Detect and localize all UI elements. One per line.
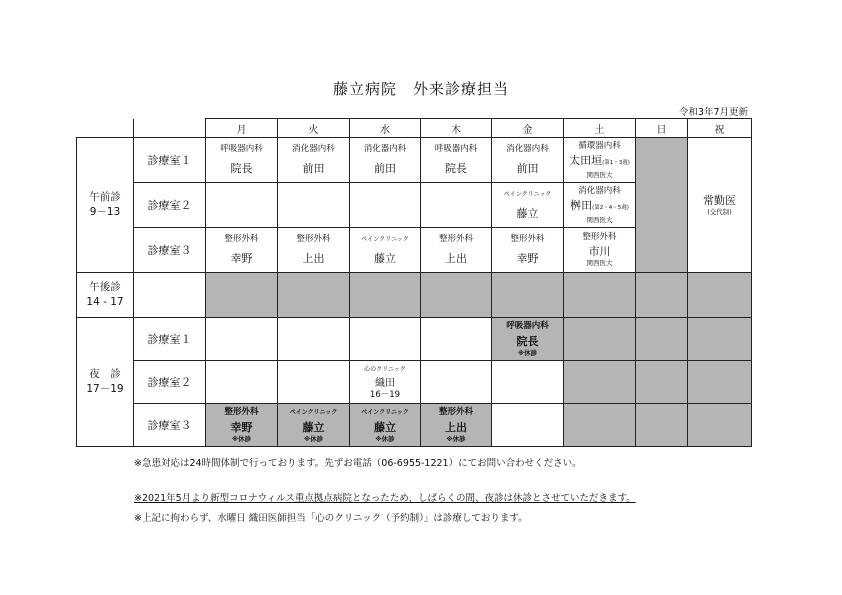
day-header-fri: 金	[492, 119, 564, 138]
morning-room1-row	[77, 138, 752, 183]
schedule-cell	[492, 318, 564, 361]
period-label: 午後診	[89, 281, 121, 293]
schedule-cell	[206, 183, 278, 228]
dept-label: 整形外科	[224, 406, 259, 417]
doctor-name: 幸野	[516, 252, 539, 265]
period-morning	[77, 138, 134, 273]
dept-label: ペインクリニック	[361, 236, 409, 243]
closed-cell	[688, 361, 752, 404]
period-label: 午前診	[89, 191, 121, 203]
closed-cell	[636, 318, 688, 361]
updated-date: 令和3年7月更新	[678, 107, 748, 118]
doctor-name: 幸野	[230, 252, 253, 265]
schedule-cell	[492, 183, 564, 228]
dept-label: 整形外科	[224, 234, 259, 244]
closed-note: ※休診	[517, 348, 538, 357]
schedule-cell	[492, 404, 564, 447]
doctor-name: 藤立	[516, 207, 539, 220]
doctor-name: 藤立	[374, 252, 396, 265]
schedule-cell	[350, 361, 421, 404]
affiliation: 関西医大	[586, 170, 613, 179]
schedule-cell	[350, 404, 421, 447]
schedule-cell	[206, 228, 278, 273]
schedule-cell	[688, 138, 752, 273]
dept-label: 心のクリニック	[364, 365, 406, 373]
closed-cell	[688, 404, 752, 447]
closed-cell	[278, 273, 350, 318]
schedule-cell	[421, 138, 492, 183]
dept-label: 整形外科	[510, 234, 545, 244]
closed-note: ※休診	[446, 434, 466, 443]
day-header-row	[77, 119, 752, 138]
dept-label: 整形外科	[438, 234, 473, 244]
dept-label: 整形外科	[438, 406, 473, 417]
doctor-name: 前田	[302, 162, 325, 175]
closed-cell	[564, 404, 636, 447]
schedule-cell	[421, 318, 492, 361]
doctor-name: 前田	[374, 162, 396, 175]
schedule-cell	[564, 228, 636, 273]
dept-label: 呼吸器内科	[434, 144, 478, 154]
closed-cell	[564, 318, 636, 361]
schedule-table	[76, 118, 752, 447]
schedule-cell	[278, 183, 350, 228]
night-room1-row	[77, 318, 752, 361]
schedule-cell	[350, 183, 421, 228]
period-time: 9－13	[89, 206, 121, 218]
doctor-name: 上出	[445, 252, 467, 265]
dept-label: 循環器内科	[578, 140, 621, 151]
schedule-cell	[206, 138, 278, 183]
doctor-name: 院長	[230, 162, 253, 175]
doctor-name: 桝田(第2・4・5週)	[570, 198, 629, 212]
room-label: 診療室３	[134, 404, 206, 447]
period-time: 14 - 17	[86, 296, 124, 308]
closed-note: ※休診	[303, 434, 324, 443]
page-title: 藤立病院 外来診療担当	[332, 80, 509, 98]
day-header-sun: 日	[636, 119, 688, 138]
doctor-name: 前田	[516, 162, 539, 175]
closed-note: ※休診	[231, 434, 252, 443]
schedule-cell	[492, 361, 564, 404]
room-label: 診療室１	[134, 318, 206, 361]
day-header-holiday: 祝	[688, 119, 752, 138]
dept-label: 整形外科	[582, 232, 617, 242]
closed-cell	[636, 404, 688, 447]
dept-label: 呼吸器内科	[506, 320, 549, 331]
day-header-sat: 土	[564, 119, 636, 138]
doctor-name: 市川	[588, 245, 611, 258]
doctor-name: 藤立	[302, 420, 325, 434]
dept-label: 消化器内科	[292, 144, 335, 154]
dept-label: 消化器内科	[363, 144, 407, 154]
schedule-cell	[421, 183, 492, 228]
schedule-cell	[421, 228, 492, 273]
closed-cell	[206, 273, 278, 318]
dept-label: 整形外科	[296, 234, 331, 244]
night-room3-row	[77, 404, 752, 447]
dept-label: ペインクリニック	[503, 191, 552, 198]
footer-note-exception: ※上記に拘わらず、水曜日 織田医師担当「心のクリニック（予約制）」は診療しております。	[134, 513, 528, 524]
day-header-tue: 火	[278, 119, 350, 138]
schedule-cell	[278, 318, 350, 361]
doctor-name: 院長	[445, 162, 467, 175]
dept-label: ペインクリニック	[289, 408, 338, 416]
dept-label: 呼吸器内科	[220, 144, 263, 154]
affiliation: 関西医大	[586, 215, 613, 224]
closed-note: ※休診	[375, 434, 395, 443]
closed-cell	[636, 361, 688, 404]
affiliation: 関西医大	[586, 259, 613, 267]
schedule-cell	[206, 361, 278, 404]
schedule-cell	[492, 228, 564, 273]
doctor-name: 上出	[302, 252, 325, 265]
night-room2-row	[77, 361, 752, 404]
doctor-name: 院長	[516, 334, 539, 348]
doctor-name: 幸野	[230, 420, 253, 434]
closed-cell	[636, 273, 688, 318]
day-header-wed: 水	[350, 119, 421, 138]
doctor-note: (第1・3週)	[602, 159, 630, 166]
closed-cell	[350, 273, 421, 318]
schedule-cell	[278, 361, 350, 404]
closed-cell	[564, 273, 636, 318]
day-header-thu: 木	[421, 119, 492, 138]
doctor-name: 藤立	[374, 420, 396, 434]
closed-cell	[688, 318, 752, 361]
doctor-note: (交代制)	[707, 208, 732, 216]
footer-note-emergency: ※急患対応は24時間体制で行っております。先ずお電話（06-6955-1221）にてお問い合わせください。	[134, 458, 582, 469]
footer-note-covid: ※2021年5月より新型コロナウィルス重点拠点病院となったため、しばらくの間、夜診は休診とさせていただきます。	[134, 493, 636, 504]
period-time: 17－19	[86, 383, 124, 395]
doctor-name: 太田垣(第1・3週)	[569, 153, 630, 167]
period-label: 夜 診	[89, 368, 121, 380]
schedule-cell	[421, 404, 492, 447]
room-label: 診療室１	[134, 138, 206, 183]
schedule-cell	[206, 404, 278, 447]
closed-cell	[492, 273, 564, 318]
afternoon-row	[77, 273, 752, 318]
doctor-name: 上出	[445, 420, 467, 434]
schedule-cell	[492, 138, 564, 183]
schedule-cell	[278, 228, 350, 273]
closed-cell	[421, 273, 492, 318]
doctor-name: 織田	[375, 377, 395, 389]
schedule-cell	[421, 361, 492, 404]
schedule-cell	[350, 138, 421, 183]
schedule-cell	[350, 318, 421, 361]
schedule-cell	[564, 183, 636, 228]
schedule-cell	[278, 138, 350, 183]
clinic-hours: 16－19	[369, 389, 401, 400]
room-label: 診療室３	[134, 228, 206, 273]
schedule-cell	[206, 318, 278, 361]
schedule-cell	[564, 138, 636, 183]
day-header-mon: 月	[206, 119, 278, 138]
closed-cell	[688, 273, 752, 318]
dept-label: 消化器内科	[578, 185, 621, 196]
doctor-note: (第2・4・5週)	[592, 204, 629, 211]
schedule-cell	[134, 273, 206, 318]
room-label: 診療室２	[134, 183, 206, 228]
period-night	[77, 318, 134, 447]
closed-cell	[564, 361, 636, 404]
schedule-cell	[350, 228, 421, 273]
schedule-cell	[278, 404, 350, 447]
closed-cell	[636, 138, 688, 273]
dept-label: 消化器内科	[506, 144, 549, 154]
dept-label: ペインクリニック	[361, 408, 409, 416]
doctor-name: 常勤医	[703, 194, 736, 207]
period-afternoon	[77, 273, 134, 318]
room-label: 診療室２	[134, 361, 206, 404]
